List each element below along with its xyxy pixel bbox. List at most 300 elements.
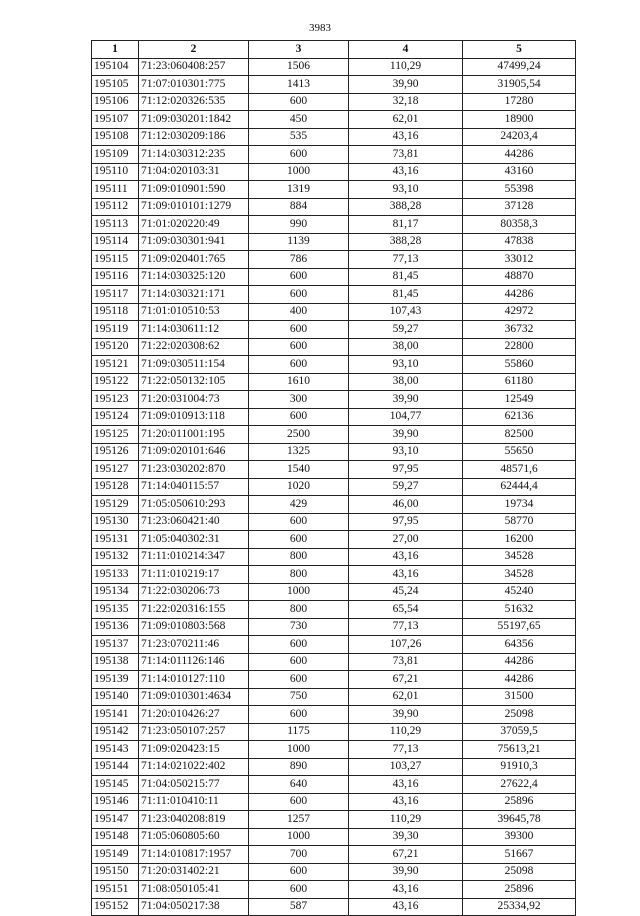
rate-cell: 39,90 (349, 391, 463, 409)
area-cell: 800 (249, 601, 349, 619)
record-number-cell: 195118 (92, 303, 139, 321)
value-cell: 82500 (463, 426, 576, 444)
value-cell: 33012 (463, 251, 576, 269)
record-number-cell: 195115 (92, 251, 139, 269)
table-row (92, 233, 576, 251)
cadastral-number-cell: 71:09:020101:646 (139, 443, 249, 461)
cadastral-number-cell: 71:14:021022:402 (139, 758, 249, 776)
cadastral-number-cell: 71:14:011126:146 (139, 653, 249, 671)
rate-cell: 45,24 (349, 583, 463, 601)
cadastral-number-cell: 71:12:020326:535 (139, 93, 249, 111)
cadastral-number-cell: 71:08:050105:41 (139, 881, 249, 899)
cadastral-number-cell: 71:14:040115:57 (139, 478, 249, 496)
cadastral-number-cell: 71:23:050107:257 (139, 723, 249, 741)
area-cell: 429 (249, 496, 349, 514)
rate-cell: 77,13 (349, 618, 463, 636)
record-number-cell: 195129 (92, 496, 139, 514)
table-row (92, 793, 576, 811)
cadastral-number-cell: 71:22:050132:105 (139, 373, 249, 391)
rate-cell: 388,28 (349, 233, 463, 251)
table-row (92, 128, 576, 146)
record-number-cell: 195131 (92, 531, 139, 549)
rate-cell: 81,45 (349, 286, 463, 304)
cadastral-number-cell: 71:04:020103:31 (139, 163, 249, 181)
rate-cell: 67,21 (349, 671, 463, 689)
rate-cell: 43,16 (349, 548, 463, 566)
cadastral-number-cell: 71:14:030325:120 (139, 268, 249, 286)
rate-cell: 388,28 (349, 198, 463, 216)
table-row (92, 531, 576, 549)
table-row (92, 268, 576, 286)
header-row (92, 41, 576, 59)
cadastral-number-cell: 71:09:010101:1279 (139, 198, 249, 216)
rate-cell: 107,26 (349, 636, 463, 654)
area-cell: 730 (249, 618, 349, 636)
rate-cell: 73,81 (349, 653, 463, 671)
value-cell: 12549 (463, 391, 576, 409)
value-cell: 37059,5 (463, 723, 576, 741)
table-row (92, 653, 576, 671)
value-cell: 48571,6 (463, 461, 576, 479)
cadastral-number-cell: 71:11:010410:11 (139, 793, 249, 811)
record-number-cell: 195142 (92, 723, 139, 741)
cadastral-number-cell: 71:14:010817:1957 (139, 846, 249, 864)
table-row (92, 811, 576, 829)
cadastral-number-cell: 71:23:070211:46 (139, 636, 249, 654)
cadastral-number-cell: 71:05:040302:31 (139, 531, 249, 549)
value-cell: 31905,54 (463, 76, 576, 94)
record-number-cell: 195145 (92, 776, 139, 794)
value-cell: 47499,24 (463, 58, 576, 76)
record-number-cell: 195148 (92, 828, 139, 846)
value-cell: 37128 (463, 198, 576, 216)
rate-cell: 110,29 (349, 58, 463, 76)
table-row (92, 846, 576, 864)
rate-cell: 38,00 (349, 338, 463, 356)
value-cell: 44286 (463, 653, 576, 671)
rate-cell: 43,16 (349, 898, 463, 916)
value-cell: 42972 (463, 303, 576, 321)
area-cell: 1325 (249, 443, 349, 461)
rate-cell: 46,00 (349, 496, 463, 514)
cadastral-number-cell: 71:01:010510:53 (139, 303, 249, 321)
cadastral-number-cell: 71:05:050610:293 (139, 496, 249, 514)
table-row (92, 706, 576, 724)
value-cell: 44286 (463, 146, 576, 164)
cadastral-number-cell: 71:22:030206:73 (139, 583, 249, 601)
rate-cell: 43,16 (349, 566, 463, 584)
record-number-cell: 195125 (92, 426, 139, 444)
table-row (92, 636, 576, 654)
value-cell: 18900 (463, 111, 576, 129)
area-cell: 600 (249, 531, 349, 549)
table-row (92, 671, 576, 689)
table-row (92, 408, 576, 426)
table-row (92, 303, 576, 321)
record-number-cell: 195106 (92, 93, 139, 111)
value-cell: 64356 (463, 636, 576, 654)
value-cell: 55860 (463, 356, 576, 374)
rate-cell: 39,90 (349, 706, 463, 724)
cadastral-number-cell: 71:20:010426:27 (139, 706, 249, 724)
cadastral-number-cell: 71:23:030202:870 (139, 461, 249, 479)
table-row (92, 723, 576, 741)
cadastral-number-cell: 71:11:010219:17 (139, 566, 249, 584)
value-cell: 75613,21 (463, 741, 576, 759)
record-number-cell: 195149 (92, 846, 139, 864)
area-cell: 1000 (249, 583, 349, 601)
record-number-cell: 195109 (92, 146, 139, 164)
rate-cell: 110,29 (349, 811, 463, 829)
cadastral-number-cell: 71:14:030321:171 (139, 286, 249, 304)
rate-cell: 104,77 (349, 408, 463, 426)
table-row (92, 741, 576, 759)
cadastral-number-cell: 71:09:030201:1842 (139, 111, 249, 129)
area-cell: 600 (249, 146, 349, 164)
record-number-cell: 195111 (92, 181, 139, 199)
cadastral-number-cell: 71:12:030209:186 (139, 128, 249, 146)
area-cell: 600 (249, 653, 349, 671)
cadastral-number-cell: 71:09:030301:941 (139, 233, 249, 251)
area-cell: 1319 (249, 181, 349, 199)
record-number-cell: 195112 (92, 198, 139, 216)
record-number-cell: 195152 (92, 898, 139, 916)
value-cell: 16200 (463, 531, 576, 549)
area-cell: 600 (249, 338, 349, 356)
record-number-cell: 195133 (92, 566, 139, 584)
value-cell: 51632 (463, 601, 576, 619)
value-cell: 62444,4 (463, 478, 576, 496)
value-cell: 36732 (463, 321, 576, 339)
cadastral-number-cell: 71:04:050215:77 (139, 776, 249, 794)
column-header-5: 5 (463, 41, 576, 59)
table-row (92, 618, 576, 636)
area-cell: 600 (249, 321, 349, 339)
value-cell: 48870 (463, 268, 576, 286)
table-row (92, 828, 576, 846)
column-header-1: 1 (92, 41, 139, 59)
rate-cell: 97,95 (349, 461, 463, 479)
value-cell: 61180 (463, 373, 576, 391)
rate-cell: 97,95 (349, 513, 463, 531)
table-row (92, 146, 576, 164)
record-number-cell: 195119 (92, 321, 139, 339)
area-cell: 600 (249, 286, 349, 304)
page-number: 3983 (309, 22, 331, 34)
value-cell: 55650 (463, 443, 576, 461)
record-number-cell: 195122 (92, 373, 139, 391)
value-cell: 31500 (463, 688, 576, 706)
cadastral-number-cell: 71:09:020401:765 (139, 251, 249, 269)
table-row (92, 76, 576, 94)
value-cell: 25098 (463, 706, 576, 724)
column-header-2: 2 (139, 41, 249, 59)
value-cell: 22800 (463, 338, 576, 356)
value-cell: 62136 (463, 408, 576, 426)
table-row (92, 461, 576, 479)
area-cell: 300 (249, 391, 349, 409)
area-cell: 600 (249, 881, 349, 899)
table-row (92, 478, 576, 496)
table-row (92, 58, 576, 76)
value-cell: 39300 (463, 828, 576, 846)
area-cell: 600 (249, 356, 349, 374)
table-row (92, 776, 576, 794)
cadastral-number-cell: 71:05:060805:60 (139, 828, 249, 846)
table-row (92, 863, 576, 881)
value-cell: 25098 (463, 863, 576, 881)
rate-cell: 107,43 (349, 303, 463, 321)
cadastral-number-cell: 71:22:020316:155 (139, 601, 249, 619)
record-number-cell: 195137 (92, 636, 139, 654)
area-cell: 1413 (249, 76, 349, 94)
cadastral-number-cell: 71:09:010913:118 (139, 408, 249, 426)
table-row (92, 898, 576, 916)
value-cell: 55398 (463, 181, 576, 199)
cadastral-number-cell: 71:14:030611:12 (139, 321, 249, 339)
value-cell: 25896 (463, 881, 576, 899)
area-cell: 884 (249, 198, 349, 216)
cadastral-number-cell: 71:20:031004:73 (139, 391, 249, 409)
cadastral-number-cell: 71:14:010127:110 (139, 671, 249, 689)
record-number-cell: 195114 (92, 233, 139, 251)
table-row (92, 443, 576, 461)
table-row (92, 111, 576, 129)
record-number-cell: 195107 (92, 111, 139, 129)
rate-cell: 43,16 (349, 881, 463, 899)
rate-cell: 77,13 (349, 251, 463, 269)
registry-table (91, 40, 576, 916)
record-number-cell: 195123 (92, 391, 139, 409)
record-number-cell: 195104 (92, 58, 139, 76)
area-cell: 1139 (249, 233, 349, 251)
record-number-cell: 195139 (92, 671, 139, 689)
table-row (92, 513, 576, 531)
area-cell: 990 (249, 216, 349, 234)
area-cell: 800 (249, 548, 349, 566)
table-row (92, 198, 576, 216)
area-cell: 600 (249, 863, 349, 881)
area-cell: 600 (249, 268, 349, 286)
rate-cell: 43,16 (349, 128, 463, 146)
cadastral-number-cell: 71:09:010901:590 (139, 181, 249, 199)
table-row (92, 356, 576, 374)
table-row (92, 496, 576, 514)
area-cell: 600 (249, 513, 349, 531)
cadastral-number-cell: 71:09:010803:568 (139, 618, 249, 636)
table-row (92, 548, 576, 566)
cadastral-number-cell: 71:23:060408:257 (139, 58, 249, 76)
value-cell: 25896 (463, 793, 576, 811)
cadastral-number-cell: 71:04:050217:38 (139, 898, 249, 916)
table-row (92, 216, 576, 234)
record-number-cell: 195120 (92, 338, 139, 356)
rate-cell: 39,90 (349, 863, 463, 881)
rate-cell: 27,00 (349, 531, 463, 549)
value-cell: 39645,78 (463, 811, 576, 829)
value-cell: 44286 (463, 286, 576, 304)
record-number-cell: 195141 (92, 706, 139, 724)
value-cell: 34528 (463, 548, 576, 566)
rate-cell: 81,45 (349, 268, 463, 286)
record-number-cell: 195151 (92, 881, 139, 899)
rate-cell: 81,17 (349, 216, 463, 234)
area-cell: 700 (249, 846, 349, 864)
cadastral-number-cell: 71:11:010214:347 (139, 548, 249, 566)
table-row (92, 583, 576, 601)
area-cell: 640 (249, 776, 349, 794)
rate-cell: 32,18 (349, 93, 463, 111)
table-row (92, 338, 576, 356)
area-cell: 600 (249, 793, 349, 811)
area-cell: 750 (249, 688, 349, 706)
area-cell: 1175 (249, 723, 349, 741)
table-row (92, 251, 576, 269)
rate-cell: 73,81 (349, 146, 463, 164)
rate-cell: 59,27 (349, 321, 463, 339)
value-cell: 45240 (463, 583, 576, 601)
cadastral-number-cell: 71:14:030312:235 (139, 146, 249, 164)
value-cell: 43160 (463, 163, 576, 181)
value-cell: 51667 (463, 846, 576, 864)
record-number-cell: 195113 (92, 216, 139, 234)
cadastral-number-cell: 71:09:030511:154 (139, 356, 249, 374)
cadastral-number-cell: 71:20:011001:195 (139, 426, 249, 444)
column-header-4: 4 (349, 41, 463, 59)
value-cell: 27622,4 (463, 776, 576, 794)
rate-cell: 39,90 (349, 426, 463, 444)
area-cell: 587 (249, 898, 349, 916)
area-cell: 1000 (249, 163, 349, 181)
cadastral-number-cell: 71:09:020423:15 (139, 741, 249, 759)
record-number-cell: 195143 (92, 741, 139, 759)
record-number-cell: 195144 (92, 758, 139, 776)
table-body (92, 58, 576, 916)
rate-cell: 65,54 (349, 601, 463, 619)
table-row (92, 426, 576, 444)
area-cell: 890 (249, 758, 349, 776)
record-number-cell: 195105 (92, 76, 139, 94)
area-cell: 600 (249, 636, 349, 654)
table-row (92, 93, 576, 111)
rate-cell: 38,00 (349, 373, 463, 391)
record-number-cell: 195135 (92, 601, 139, 619)
cadastral-number-cell: 71:09:010301:4634 (139, 688, 249, 706)
area-cell: 1000 (249, 828, 349, 846)
area-cell: 1000 (249, 741, 349, 759)
record-number-cell: 195116 (92, 268, 139, 286)
area-cell: 1506 (249, 58, 349, 76)
table-row (92, 163, 576, 181)
record-number-cell: 195147 (92, 811, 139, 829)
column-header-3: 3 (249, 41, 349, 59)
record-number-cell: 195138 (92, 653, 139, 671)
record-number-cell: 195146 (92, 793, 139, 811)
table-row (92, 286, 576, 304)
record-number-cell: 195128 (92, 478, 139, 496)
value-cell: 47838 (463, 233, 576, 251)
value-cell: 24203,4 (463, 128, 576, 146)
record-number-cell: 195108 (92, 128, 139, 146)
cadastral-number-cell: 71:22:020308:62 (139, 338, 249, 356)
table-row (92, 566, 576, 584)
table-row (92, 688, 576, 706)
cadastral-number-cell: 71:23:060421:40 (139, 513, 249, 531)
table-row (92, 601, 576, 619)
value-cell: 55197,65 (463, 618, 576, 636)
record-number-cell: 195117 (92, 286, 139, 304)
value-cell: 80358,3 (463, 216, 576, 234)
rate-cell: 77,13 (349, 741, 463, 759)
value-cell: 17280 (463, 93, 576, 111)
rate-cell: 43,16 (349, 163, 463, 181)
rate-cell: 39,30 (349, 828, 463, 846)
rate-cell: 93,10 (349, 181, 463, 199)
record-number-cell: 195136 (92, 618, 139, 636)
table-row (92, 881, 576, 899)
value-cell: 34528 (463, 566, 576, 584)
area-cell: 400 (249, 303, 349, 321)
area-cell: 535 (249, 128, 349, 146)
value-cell: 91910,3 (463, 758, 576, 776)
table-row (92, 181, 576, 199)
table-row (92, 391, 576, 409)
area-cell: 450 (249, 111, 349, 129)
record-number-cell: 195121 (92, 356, 139, 374)
rate-cell: 43,16 (349, 776, 463, 794)
rate-cell: 110,29 (349, 723, 463, 741)
value-cell: 25334,92 (463, 898, 576, 916)
record-number-cell: 195134 (92, 583, 139, 601)
area-cell: 1020 (249, 478, 349, 496)
rate-cell: 67,21 (349, 846, 463, 864)
record-number-cell: 195127 (92, 461, 139, 479)
cadastral-number-cell: 71:23:040208:819 (139, 811, 249, 829)
area-cell: 1610 (249, 373, 349, 391)
record-number-cell: 195132 (92, 548, 139, 566)
area-cell: 2500 (249, 426, 349, 444)
value-cell: 19734 (463, 496, 576, 514)
rate-cell: 62,01 (349, 688, 463, 706)
rate-cell: 93,10 (349, 356, 463, 374)
area-cell: 600 (249, 93, 349, 111)
record-number-cell: 195126 (92, 443, 139, 461)
cadastral-number-cell: 71:20:031402:21 (139, 863, 249, 881)
area-cell: 600 (249, 408, 349, 426)
rate-cell: 62,01 (349, 111, 463, 129)
table-row (92, 758, 576, 776)
record-number-cell: 195110 (92, 163, 139, 181)
area-cell: 600 (249, 671, 349, 689)
record-number-cell: 195150 (92, 863, 139, 881)
area-cell: 1540 (249, 461, 349, 479)
value-cell: 44286 (463, 671, 576, 689)
area-cell: 600 (249, 706, 349, 724)
rate-cell: 43,16 (349, 793, 463, 811)
cadastral-number-cell: 71:07:010301:775 (139, 76, 249, 94)
area-cell: 786 (249, 251, 349, 269)
record-number-cell: 195130 (92, 513, 139, 531)
table-row (92, 321, 576, 339)
table-header (92, 41, 576, 59)
record-number-cell: 195140 (92, 688, 139, 706)
rate-cell: 103,27 (349, 758, 463, 776)
rate-cell: 39,90 (349, 76, 463, 94)
rate-cell: 59,27 (349, 478, 463, 496)
table-row (92, 373, 576, 391)
area-cell: 1257 (249, 811, 349, 829)
cadastral-number-cell: 71:01:020220:49 (139, 216, 249, 234)
